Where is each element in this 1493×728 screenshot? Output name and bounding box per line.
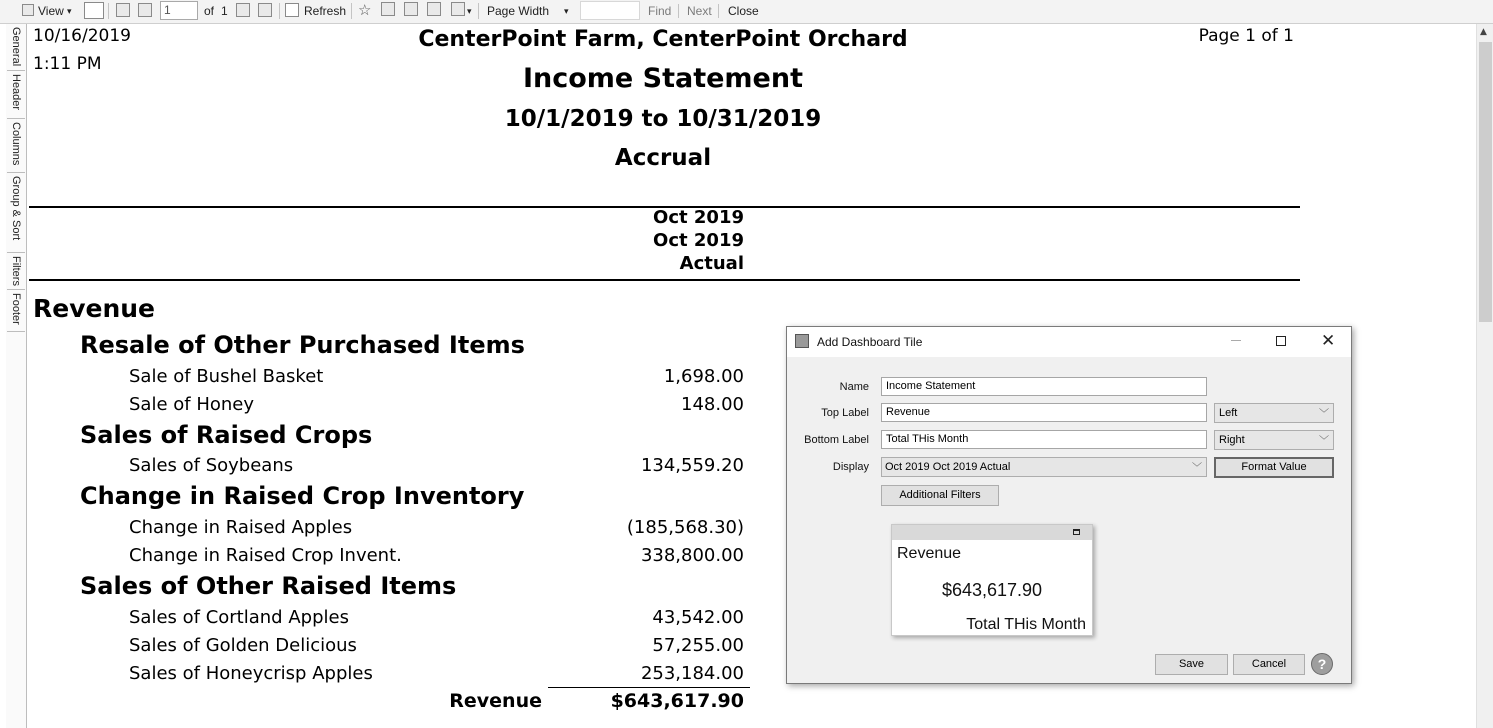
bottom-label-align-select[interactable] — [1214, 430, 1334, 450]
dialog-title: Add Dashboard Tile — [817, 335, 923, 349]
top-label-align-select[interactable] — [1214, 403, 1334, 423]
tab-filters[interactable]: Filters — [7, 253, 25, 290]
comment-icon[interactable] — [84, 2, 104, 19]
zoom-dropdown-arrow-icon: ▾ — [564, 6, 569, 16]
display-select[interactable] — [881, 457, 1207, 477]
display-label: Display — [832, 461, 869, 473]
tab-group-sort[interactable]: Group & Sort — [7, 173, 25, 253]
line-item-value: 57,255.00 — [652, 635, 744, 656]
help-icon[interactable]: ? — [1311, 653, 1333, 675]
side-tab-strip — [6, 24, 27, 728]
dialog-app-icon — [795, 334, 809, 348]
column-header-line2: Oct 2019 — [653, 230, 744, 251]
section-heading: Revenue — [33, 294, 156, 323]
save-report-icon[interactable] — [451, 2, 465, 16]
print-setup-icon[interactable] — [427, 2, 441, 16]
next-page-icon[interactable] — [236, 3, 250, 17]
last-page-icon[interactable] — [258, 3, 272, 17]
line-item-label: Sales of Soybeans — [129, 455, 294, 476]
top-label-label: Top Label — [821, 407, 869, 419]
group-heading: Sales of Raised Crops — [80, 421, 373, 449]
export-icon[interactable] — [381, 2, 395, 16]
line-item-value: (185,568.30) — [626, 517, 744, 538]
view-icon — [22, 4, 34, 16]
line-item-value: 43,542.00 — [652, 607, 744, 628]
view-dropdown-arrow-icon[interactable]: ▾ — [67, 6, 72, 16]
star-icon[interactable]: ☆ — [358, 2, 372, 19]
of-label: of — [204, 4, 215, 18]
tile-restore-icon[interactable] — [1073, 529, 1080, 535]
vertical-scrollbar[interactable] — [1476, 24, 1493, 728]
close-icon[interactable]: ✕ — [1321, 331, 1336, 350]
tile-value: $643,617.90 — [941, 580, 1043, 600]
chevron-down-icon: ﹀ — [1319, 409, 1329, 420]
bottom-align-value: Right — [1219, 434, 1245, 446]
zoom-select[interactable] — [480, 1, 576, 20]
cancel-button[interactable]: Cancel — [1233, 654, 1305, 675]
bottom-label-label: Bottom Label — [804, 434, 869, 446]
scrollbar-thumb[interactable] — [1479, 42, 1492, 322]
report-time: 1:11 PM — [33, 54, 102, 74]
line-item-label: Sale of Honey — [129, 394, 255, 415]
line-item-value: 1,698.00 — [663, 366, 744, 387]
display-value: Oct 2019 Oct 2019 Actual — [885, 461, 1011, 473]
first-page-icon[interactable] — [116, 3, 130, 17]
format-value-button[interactable]: Format Value — [1214, 457, 1334, 478]
report-toolbar — [0, 0, 1493, 24]
report-period: 10/1/2019 to 10/31/2019 — [504, 106, 822, 132]
group-heading: Sales of Other Raised Items — [80, 572, 457, 600]
total-value: $643,617.90 — [610, 690, 744, 712]
maximize-icon[interactable] — [1276, 336, 1286, 346]
line-item-label: Change in Raised Crop Invent. — [129, 545, 402, 566]
tab-footer[interactable]: Footer — [7, 290, 25, 332]
find-button[interactable]: Find — [648, 4, 672, 18]
tile-bottom-label: Total THis Month — [966, 616, 1086, 633]
print-icon[interactable] — [404, 2, 418, 16]
save-dropdown-arrow-icon[interactable]: ▾ — [467, 6, 472, 16]
minimize-icon[interactable] — [1231, 340, 1241, 341]
group-heading: Resale of Other Purchased Items — [80, 331, 525, 359]
dialog-title-bar — [787, 327, 1351, 357]
line-item-value: 148.00 — [681, 394, 744, 415]
top-align-value: Left — [1219, 407, 1238, 419]
find-input[interactable] — [580, 1, 640, 20]
report-title: Income Statement — [522, 63, 804, 94]
view-menu[interactable]: View — [38, 4, 64, 18]
tile-top-label: Revenue — [897, 545, 962, 562]
column-header-line3: Actual — [679, 253, 744, 274]
header-rule-bottom — [29, 279, 1300, 281]
line-item-value: 134,559.20 — [640, 455, 744, 476]
page-info: Page 1 of 1 — [1198, 26, 1294, 46]
chevron-down-icon: ﹀ — [1319, 436, 1329, 447]
tab-columns[interactable]: Columns — [7, 119, 25, 173]
tab-general[interactable]: General — [7, 24, 25, 71]
report-basis: Accrual — [614, 145, 712, 171]
line-item-label: Sales of Golden Delicious — [129, 635, 357, 656]
line-item-label: Change in Raised Apples — [129, 517, 353, 538]
scroll-up-icon[interactable]: ▲ — [1480, 27, 1487, 37]
previous-page-icon[interactable] — [138, 3, 152, 17]
company-name: CenterPoint Farm, CenterPoint Orchard — [418, 27, 908, 52]
line-item-label: Sale of Bushel Basket — [129, 366, 324, 387]
line-item-label: Sales of Honeycrisp Apples — [129, 663, 373, 684]
line-item-label: Sales of Cortland Apples — [129, 607, 349, 628]
name-field[interactable]: Income Statement — [881, 377, 1207, 396]
line-item-value: 338,800.00 — [640, 545, 744, 566]
zoom-select-value: Page Width — [487, 4, 550, 18]
column-header-line1: Oct 2019 — [653, 207, 744, 228]
group-heading: Change in Raised Crop Inventory — [80, 482, 525, 510]
page-total: 1 — [221, 4, 228, 18]
tab-header[interactable]: Header — [7, 71, 25, 119]
page-number-input[interactable]: 1 — [160, 1, 198, 20]
close-button[interactable]: Close — [728, 4, 759, 18]
find-next-button[interactable]: Next — [687, 4, 712, 18]
name-label: Name — [839, 381, 869, 393]
total-rule — [548, 687, 750, 688]
save-button[interactable]: Save — [1155, 654, 1228, 675]
bottom-label-field[interactable]: Total THis Month — [881, 430, 1207, 449]
top-label-field[interactable]: Revenue — [881, 403, 1207, 422]
refresh-button[interactable]: Refresh — [304, 4, 347, 18]
dashboard-tile-preview — [891, 524, 1093, 636]
additional-filters-button[interactable]: Additional Filters — [881, 485, 999, 506]
add-dashboard-tile-dialog — [786, 326, 1352, 684]
refresh-icon[interactable] — [285, 3, 299, 17]
line-item-value: 253,184.00 — [640, 663, 744, 684]
chevron-down-icon: ﹀ — [1192, 463, 1202, 474]
total-label: Revenue — [449, 690, 542, 712]
tile-header-bar — [892, 525, 1092, 540]
report-date: 10/16/2019 — [33, 26, 131, 46]
